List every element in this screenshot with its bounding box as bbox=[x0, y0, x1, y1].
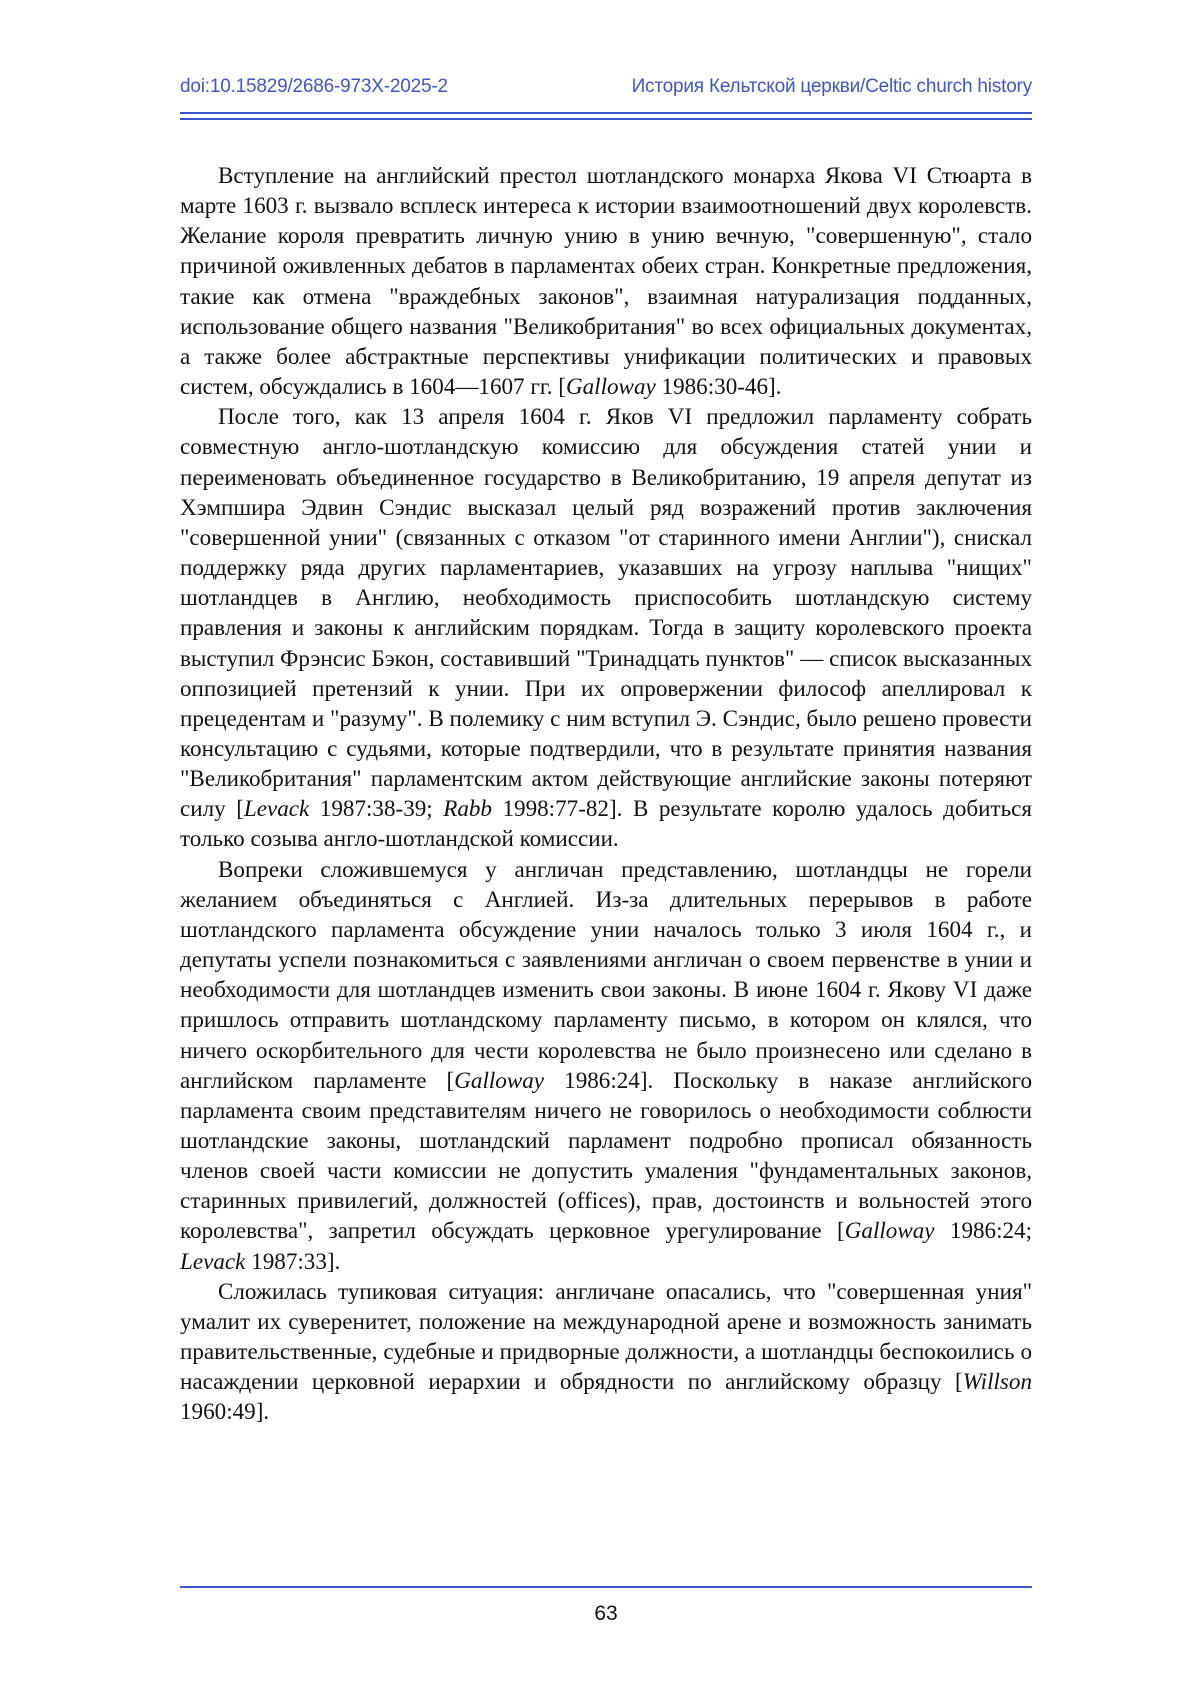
citation-author: Rabb bbox=[443, 795, 492, 822]
paragraph bbox=[180, 401, 1032, 853]
article-body bbox=[180, 160, 1032, 1427]
text-run: 1987:33]. bbox=[245, 1247, 341, 1274]
text-run: 1986:24; bbox=[934, 1217, 1033, 1244]
journal-title: История Кельтской церкви/Celtic church history bbox=[631, 76, 1032, 97]
citation-author: Levack bbox=[243, 795, 310, 822]
citation-author: Levack bbox=[180, 1247, 246, 1274]
citation-author: Willson bbox=[962, 1368, 1032, 1395]
footer-rule bbox=[180, 1586, 1032, 1588]
doi-label: doi:10.15829/2686-973X-2025-2 bbox=[180, 76, 448, 97]
text-run: 1998:77-82]. В результате королю удалось добиться только созыва англо-шотландской комиссии. bbox=[180, 795, 1032, 852]
page-number: 63 bbox=[594, 1602, 618, 1625]
header-rule-upper bbox=[180, 112, 1032, 114]
text-run: 1986:30-46]. bbox=[655, 373, 782, 400]
text-run: После того, как 13 апреля 1604 г. Яков VI предложил парламенту собрать совместную англо-шотландскую комиссию для обсуждения статей унии и переименовать объединенное государство в Великобританию, 19 апреля депутат из Хэмпшира Эдвин Сэндис высказал целый ряд возражений против заключения "совершенной унии" (связанных с отказом "от старинного имени Англии"), снискал поддержку ряда других парламентариев, указавших на угрозу наплыва "нищих" шотландцев в Англию, необходимость приспособить шотландскую систему правления и законы к английским порядкам. Тогда в защиту королевского проекта выступил Фрэнсис Бэкон, составивший "Тринадцать пунктов" — список высказанных оппозицией претензий к унии. При их опровержении философ апеллировал к прецедентам и "разуму". В полемику с ним вступил Э. Сэндис, было решено провести консультацию с судьями, которые подтвердили, что в результате принятия названия "Великобритания" парламентским актом действующие английские законы потеряют силу [ bbox=[180, 403, 1032, 822]
paragraph bbox=[180, 160, 1032, 401]
citation-author: Galloway bbox=[565, 373, 656, 400]
text-run: Сложилась тупиковая ситуация: англичане опасались, что "совершенная уния" умалит их суверенитет, положение на международной арене и возможность занимать правительственные, судебные и придворные должности, а шотландцы беспокоились о насаждении церковной иерархии и обрядности по английскому образцу [ bbox=[180, 1277, 1032, 1395]
text-run: 1987:38-39; bbox=[309, 795, 444, 822]
citation-author: Galloway bbox=[454, 1066, 545, 1093]
citation-author: Galloway bbox=[844, 1217, 935, 1244]
paragraph bbox=[180, 1276, 1032, 1427]
paragraph bbox=[180, 854, 1032, 1276]
running-header bbox=[180, 76, 1032, 108]
text-run: Вопреки сложившемуся у англичан представлению, шотландцы не горели желанием объединяться с Англией. Из-за длительных перерывов в работе шотландского парламента обсуждение унии началось только 3 июля 1604 г., и депутаты успели познакомиться с заявлениями англичан о своем первенстве в унии и необходимости для шотландцев изменить свои законы. В июне 1604 г. Якову VI даже пришлось отправить шотландскому парламенту письмо, в котором он клялся, что ничего оскорбительного для чести королевства не было произнесено или сделано в английском парламенте [ bbox=[180, 855, 1032, 1093]
text-run: 1986:24]. Поскольку в наказе английского парламента своим представителям ничего не говорилось о необходимости соблюсти шотландские законы, шотландский парламент подробно прописал обязанность членов своей части комиссии не допустить умаления "фундаментальных законов, старинных привилегий, должностей (offices), прав, достоинств и вольностей этого королевства", запретил обсуждать церковное урегулирование [ bbox=[180, 1066, 1032, 1244]
text-run: 1960:49]. bbox=[180, 1398, 270, 1425]
text-run: Вступление на английский престол шотландского монарха Якова VI Стюарта в марте 1603 г. вызвало всплеск интереса к истории взаимоотношений двух королевств. Желание короля превратить личную унию в унию вечную, "совершенную", стало причиной оживленных дебатов в парламентах обеих стран. Конкретные предложения, такие как отмена "враждебных законов", взаимная натурализация подданных, использование общего названия "Великобритания" во всех официальных документах, а также более абстрактные перспективы унификации политических и правовых систем, обсуждались в 1604—1607 гг. [ bbox=[180, 162, 1032, 400]
header-rule-lower bbox=[180, 118, 1032, 120]
